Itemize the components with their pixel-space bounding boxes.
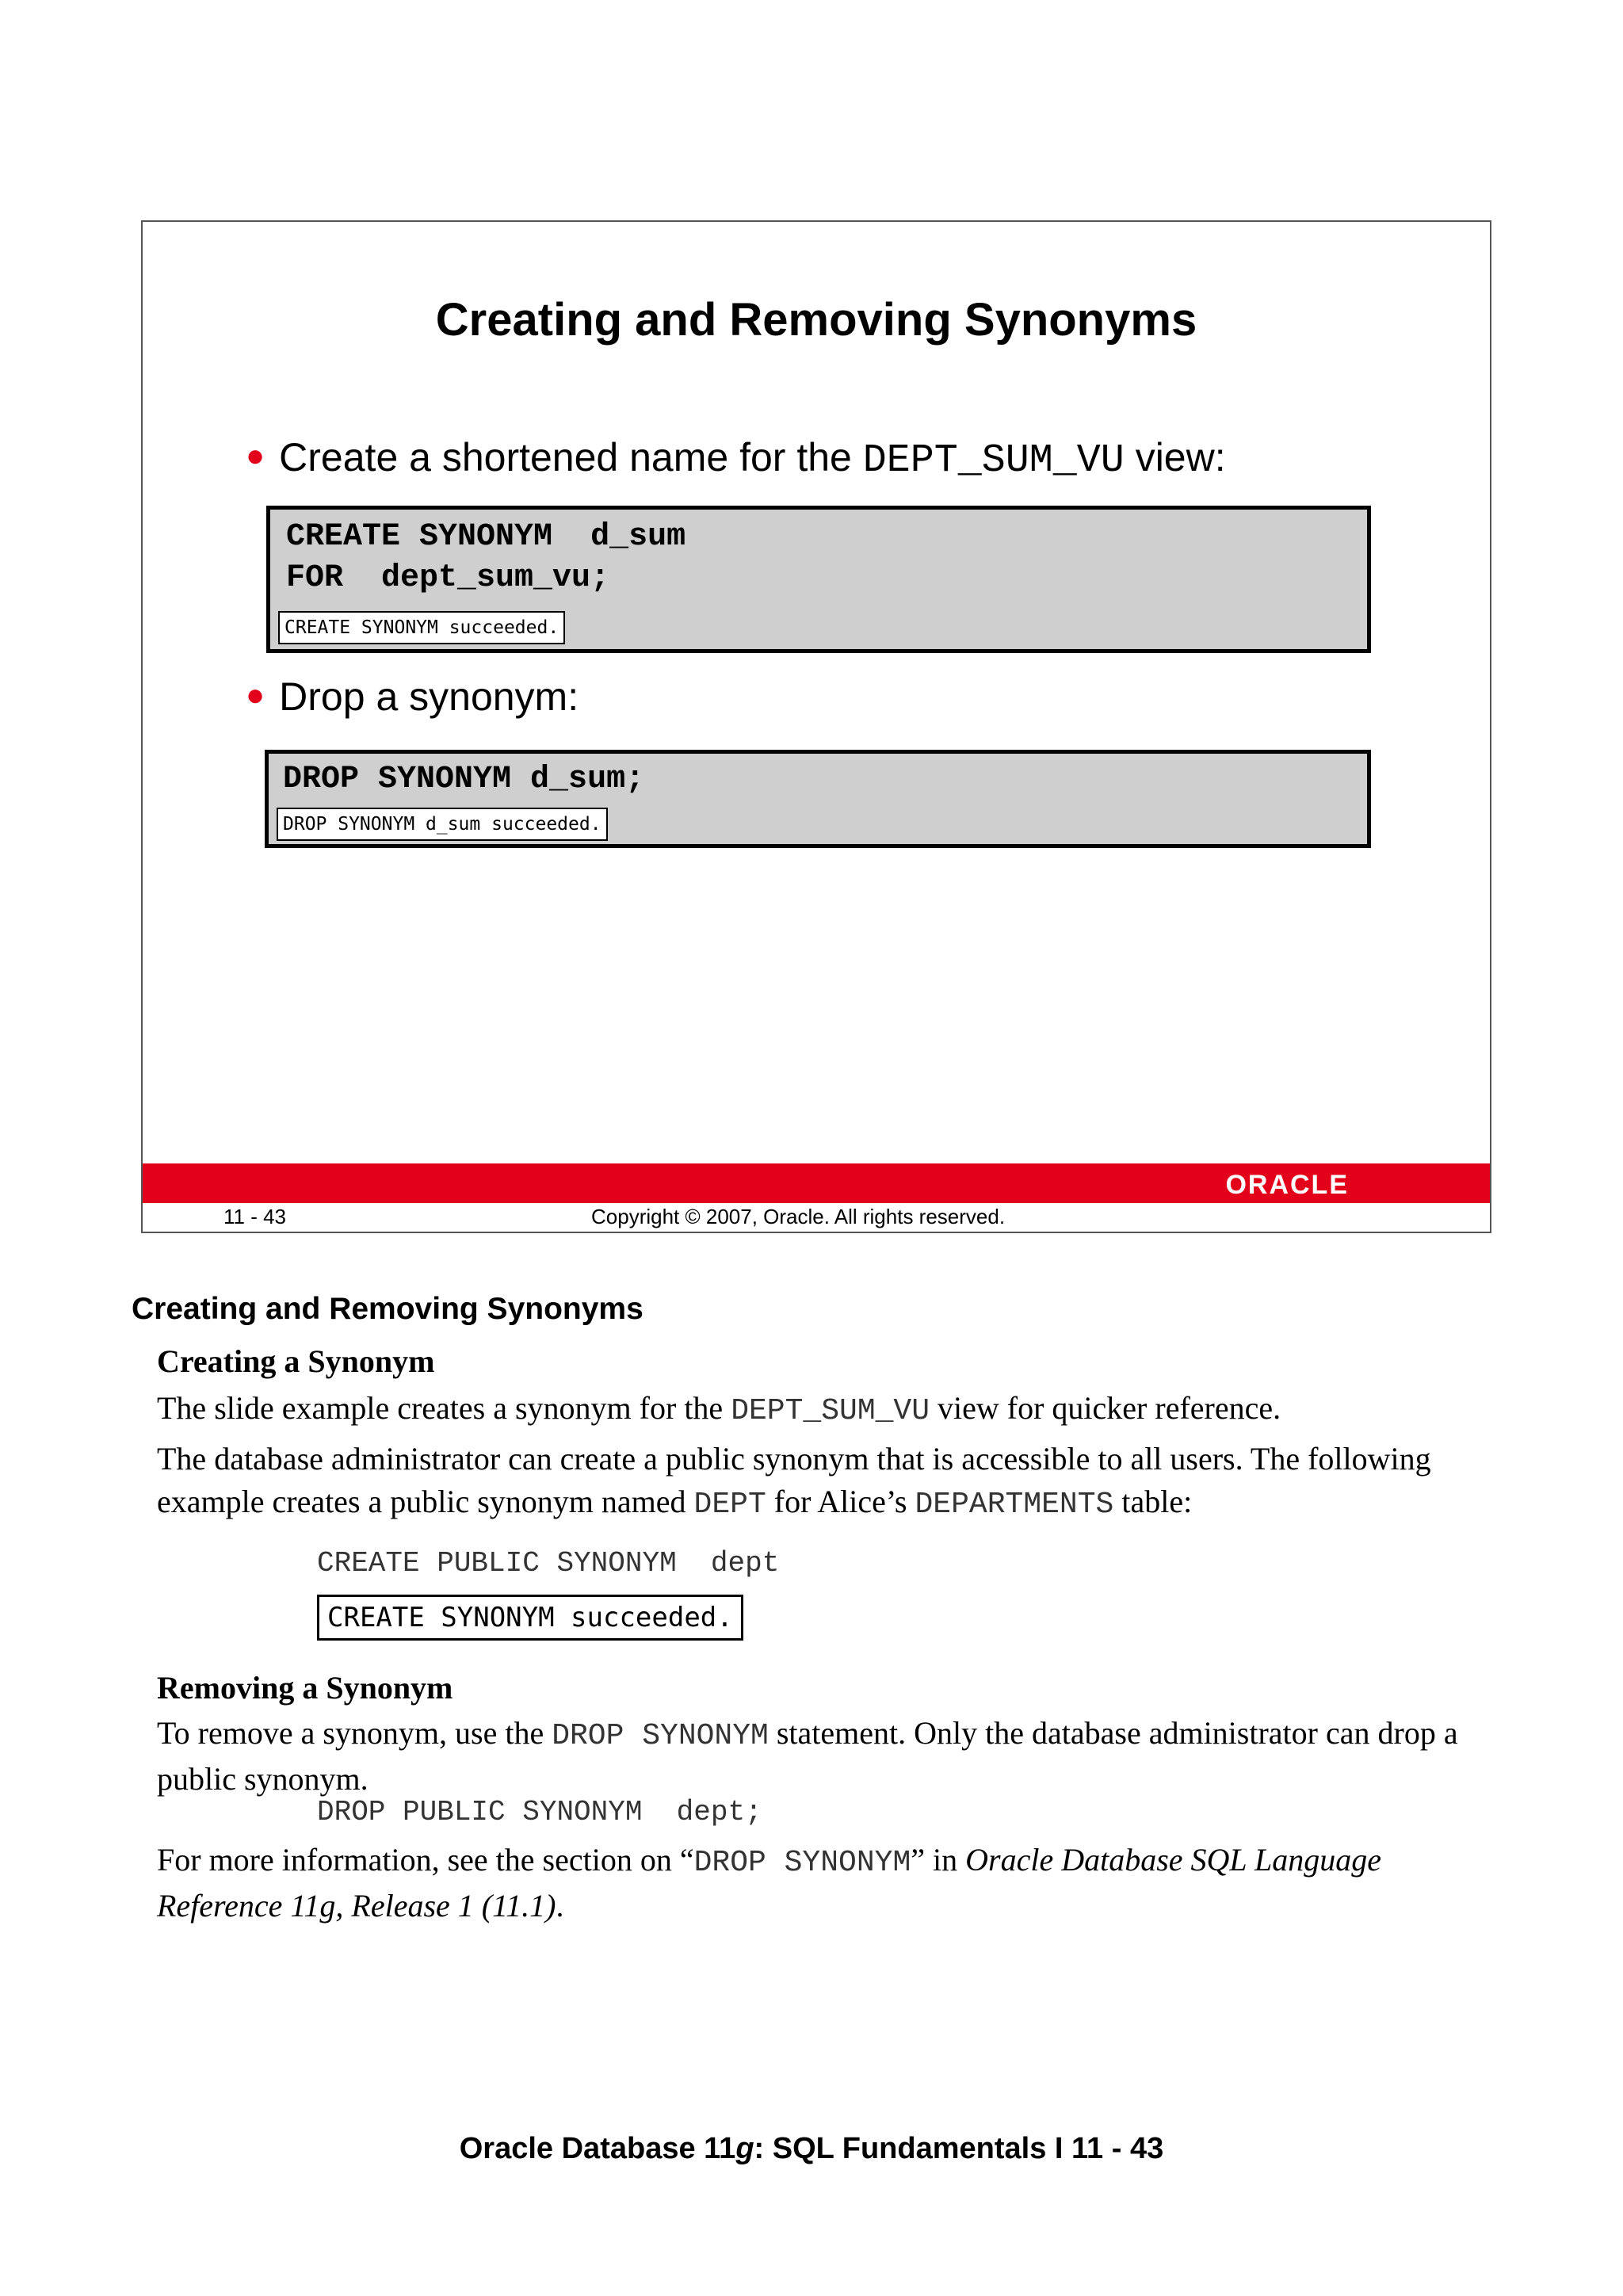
bullet-drop [246,674,579,720]
creating-heading: Creating a Synonym [157,1343,435,1379]
creating-paragraph-1 [157,1387,1496,1433]
text: Oracle Database 11 [459,2132,736,2165]
bullet-create-prefix: Create a shortened name for the [279,435,863,479]
inline-code: DEPT [693,1488,766,1522]
inline-code: DROP SYNONYM [552,1719,769,1753]
code-line: DROP SYNONYM d_sum; [283,762,645,797]
creating-paragraph-2 [157,1438,1496,1526]
slide-footer-bar [143,1163,1490,1203]
result-message: CREATE SYNONYM succeeded. [278,611,565,644]
oracle-logo: ORACLE [1225,1170,1349,1200]
code-line: FOR dept_sum_vu; [286,560,610,596]
code-line: CREATE SYNONYM d_sum [286,519,686,555]
bullet-create-code: DEPT_SUM_VU [862,438,1125,483]
inline-code: DEPT_SUM_VU [731,1394,930,1428]
text: statement. Only the database administrator can drop a public synonym. [157,1715,1458,1797]
result-message: CREATE SYNONYM succeeded. [317,1595,743,1641]
notes-heading: Creating and Removing Synonyms [132,1292,643,1326]
result-message: DROP SYNONYM d_sum succeeded. [277,808,608,841]
text: To remove a synonym, use the [157,1715,552,1751]
bullet-create-suffix: view: [1124,435,1226,479]
reference-title: Oracle Database SQL Language Reference 11g, Release 1 (11.1) [157,1842,1381,1924]
text: g [735,2132,754,2165]
drop-public-synonym-code: DROP PUBLIC SYNONYM dept; [317,1796,762,1828]
text: view for quicker reference. [930,1390,1281,1426]
text: The database administrator can create a public synonym that is accessible to all users. The following example creates a public synonym named [157,1441,1431,1519]
text: for Alice’s [766,1484,915,1519]
removing-paragraph-2 [157,1839,1496,1927]
slide [141,220,1491,1233]
slide-title: Creating and Removing Synonyms [435,294,1197,346]
bullet-dot-icon: ● [246,438,265,473]
removing-heading: Removing a Synonym [157,1670,453,1706]
text: table: [1113,1484,1193,1519]
removing-paragraph-1 [157,1712,1496,1801]
text: : SQL Fundamentals I 11 - 43 [754,2132,1164,2165]
page-footer [0,2132,1623,2166]
text: ” in [911,1842,966,1878]
slide-footer [143,1205,1490,1233]
inline-code: DROP SYNONYM [693,1846,911,1880]
create-synonym-code-box [266,506,1371,653]
slide-number: 11 - 43 [223,1205,287,1228]
copyright: Copyright © 2007, Oracle. All rights reserved. [591,1205,1006,1228]
text: For more information, see the section on “ [157,1842,694,1878]
bullet-drop-text: Drop a synonym: [279,674,579,719]
create-public-synonym-code: CREATE PUBLIC SYNONYM dept [317,1547,780,1580]
text: The slide example creates a synonym for the [157,1390,731,1426]
inline-code: DEPARTMENTS [915,1488,1114,1522]
drop-synonym-code-box [265,750,1371,848]
text: . [556,1888,564,1924]
bullet-dot-icon: ● [246,678,265,712]
bullet-create [246,434,1226,483]
